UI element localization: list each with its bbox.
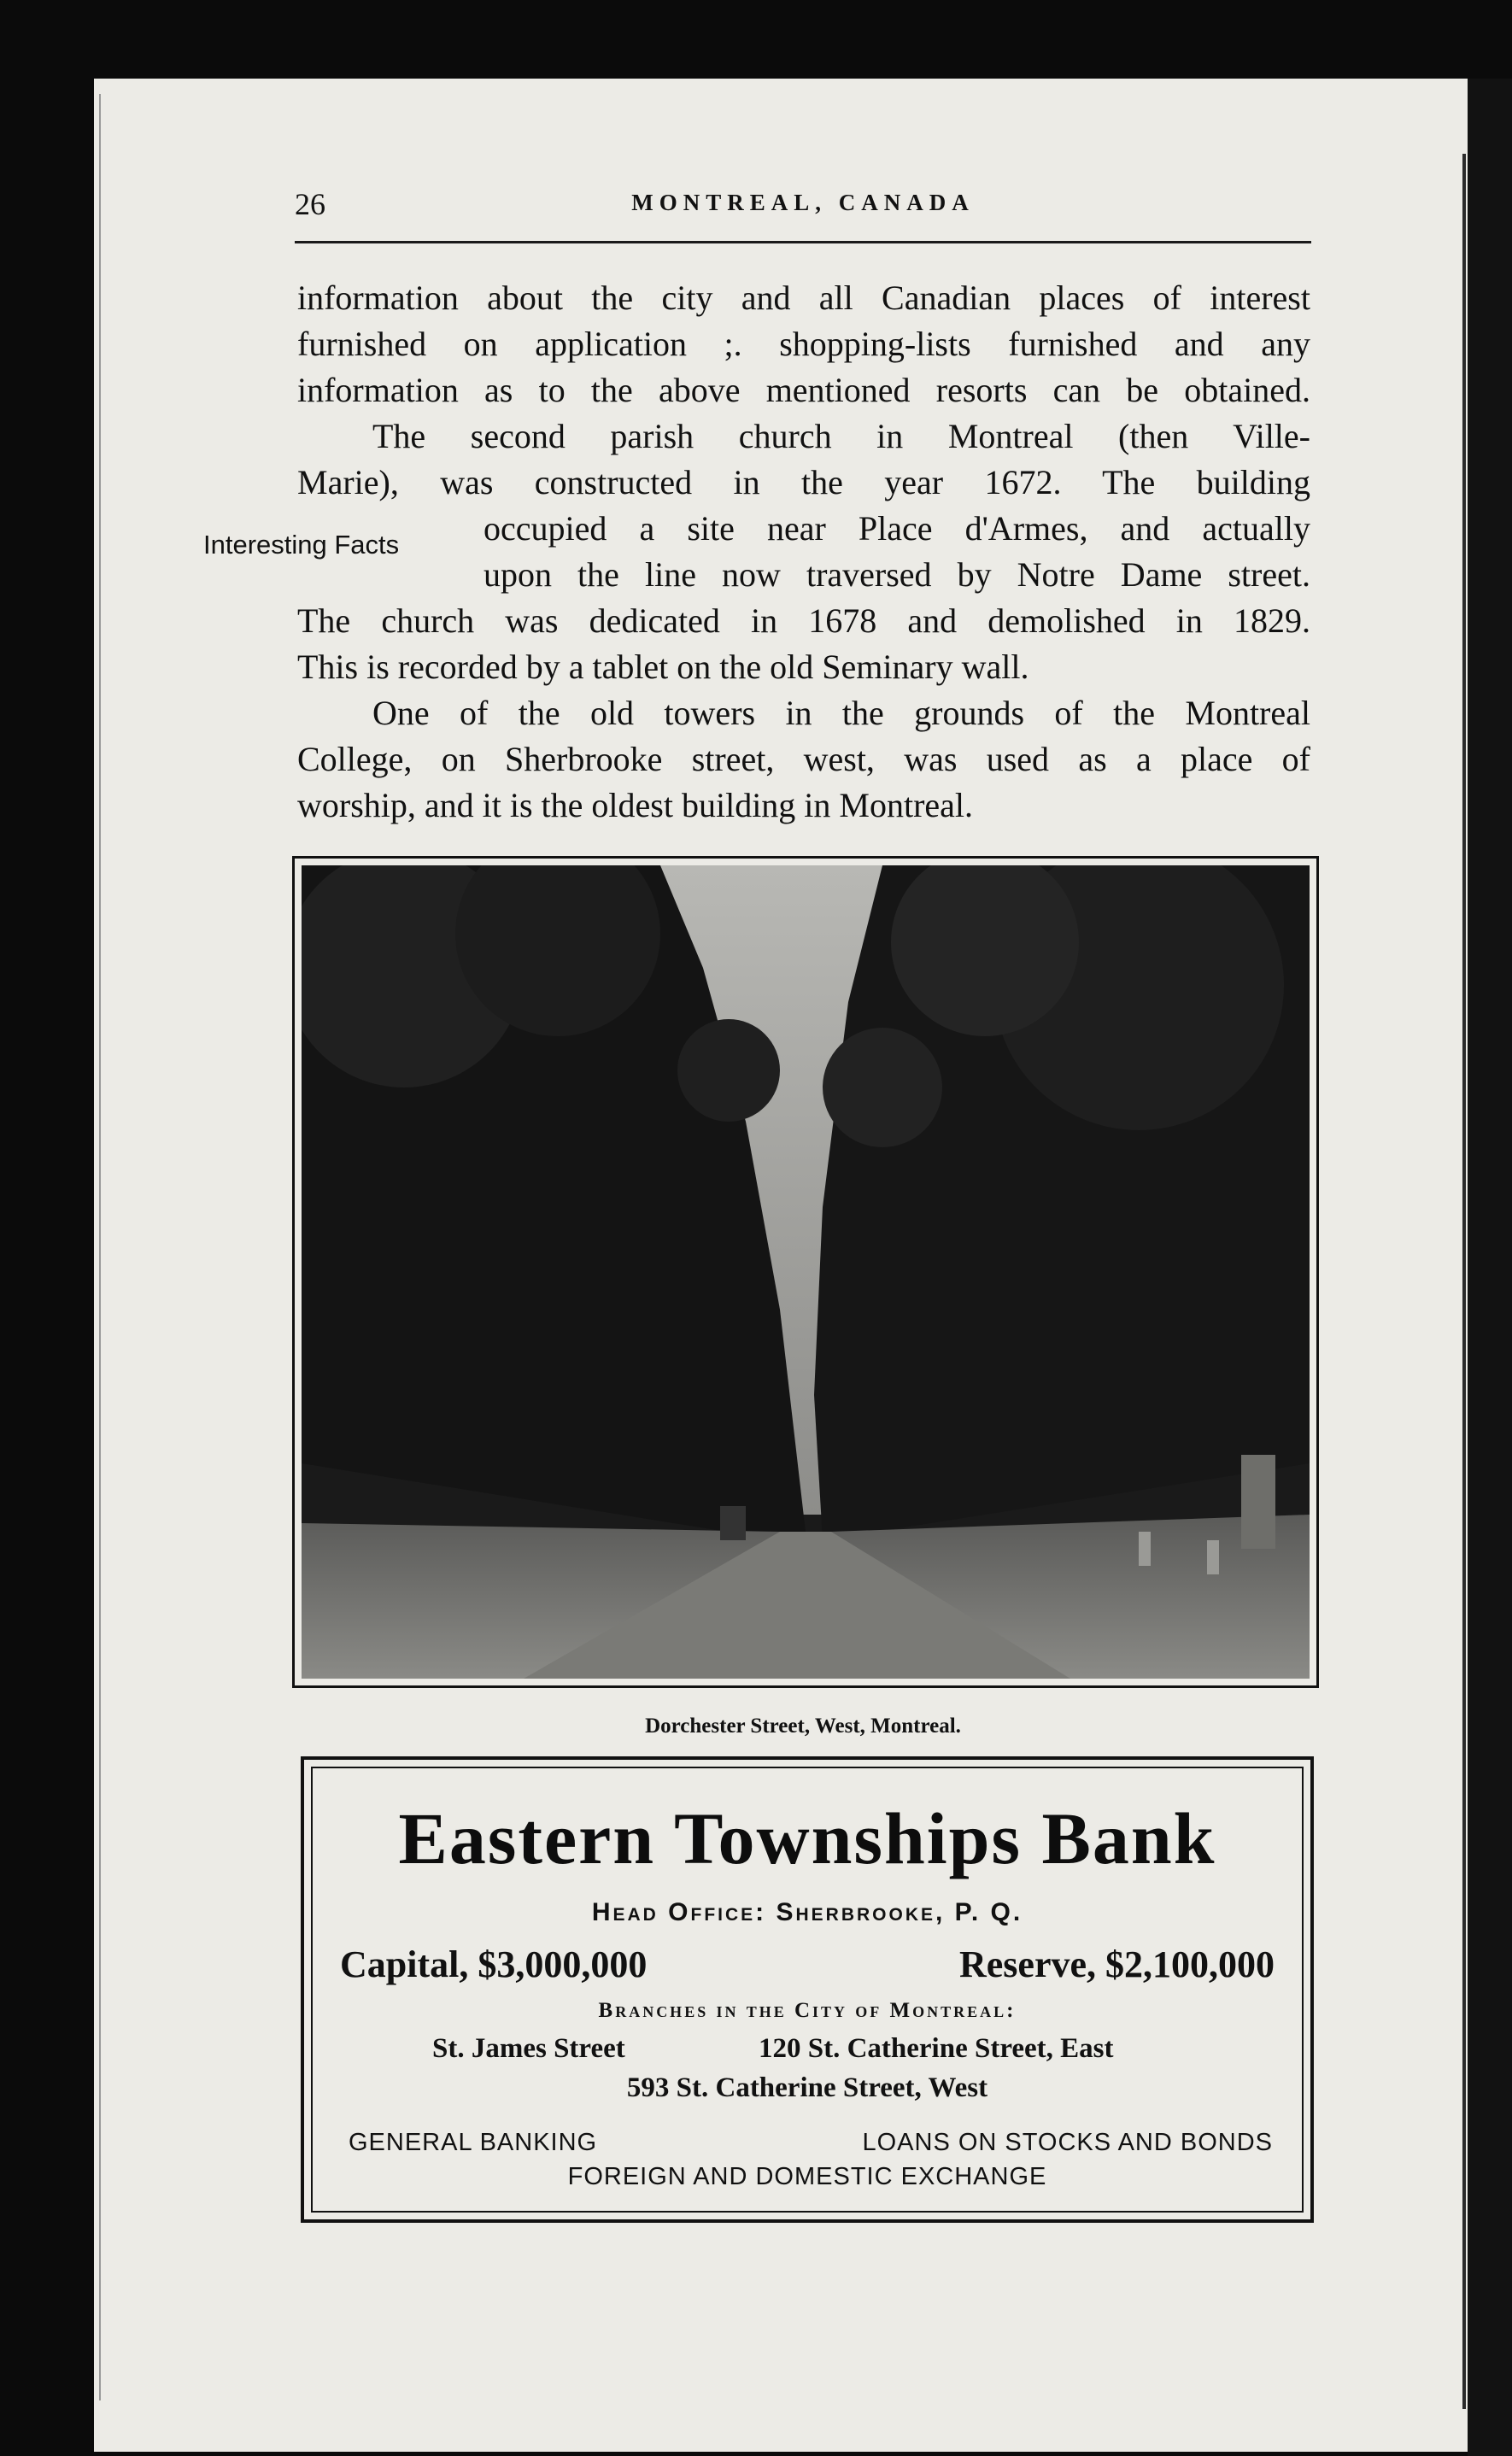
running-title: MONTREAL, CANADA — [631, 190, 975, 215]
branch-st-james: St. James Street — [432, 2033, 625, 2064]
text-line: worship, and it is the oldest building in Montreal. — [297, 786, 974, 824]
branch-catherine-west: 593 St. Catherine Street, West — [626, 2072, 988, 2103]
left-margin-rule — [99, 94, 101, 2400]
text-line: Marie), was constructed in the year 1672. The building — [297, 463, 1310, 501]
service-exchange: FOREIGN AND DOMESTIC EXCHANGE — [567, 2163, 1047, 2190]
text-line: information as to the above mentioned resorts can be obtained. — [297, 371, 1310, 409]
bank-advertisement — [301, 1756, 1314, 2223]
reserve-amount: Reserve, $2,100,000 — [958, 1943, 1275, 1985]
capital-amount: Capital, $3,000,000 — [340, 1943, 648, 1985]
text-line: The second parish church in Montreal (then Ville- — [372, 417, 1310, 455]
branches-heading: Branches in the City of Montreal: — [598, 1999, 1017, 2022]
street-scene-image — [302, 865, 1310, 1679]
running-header — [295, 186, 1311, 229]
scan-edge — [1468, 79, 1512, 2456]
service-loans: LOANS ON STOCKS AND BONDS — [862, 2129, 1273, 2156]
street-photograph — [292, 856, 1319, 1688]
text-line: College, on Sherbrooke street, west, was used as a place of — [297, 740, 1310, 778]
text-line: information about the city and all Canadian places of interest — [297, 278, 1310, 317]
header-rule — [295, 241, 1311, 243]
photo-caption: Dorchester Street, West, Montreal. — [645, 1715, 961, 1738]
page-number: 26 — [295, 187, 325, 221]
text-line: One of the old towers in the grounds of the Montreal — [372, 694, 1310, 732]
right-margin-rule — [1462, 154, 1466, 2409]
margin-note: Interesting Facts — [203, 530, 400, 560]
paragraph-1 — [297, 275, 1310, 413]
service-general-banking: GENERAL BANKING — [349, 2129, 598, 2156]
text-line: This is recorded by a tablet on the old Seminary wall. — [297, 648, 1029, 686]
text-line: occupied a site near Place d'Armes, and actually — [483, 509, 1310, 548]
bank-name: Eastern Townships Bank — [398, 1797, 1216, 1879]
paragraph-2 — [297, 413, 1310, 690]
paragraph-3 — [297, 690, 1310, 829]
head-office: Head Office: Sherbrooke, P. Q. — [591, 1898, 1023, 1926]
branch-catherine-east: 120 St. Catherine Street, East — [759, 2033, 1114, 2064]
text-line: furnished on application ;. shopping-lists furnished and any — [297, 325, 1310, 363]
text-line: upon the line now traversed by Notre Dame street. — [483, 555, 1310, 594]
text-line: The church was dedicated in 1678 and demolished in 1829. — [297, 601, 1310, 640]
